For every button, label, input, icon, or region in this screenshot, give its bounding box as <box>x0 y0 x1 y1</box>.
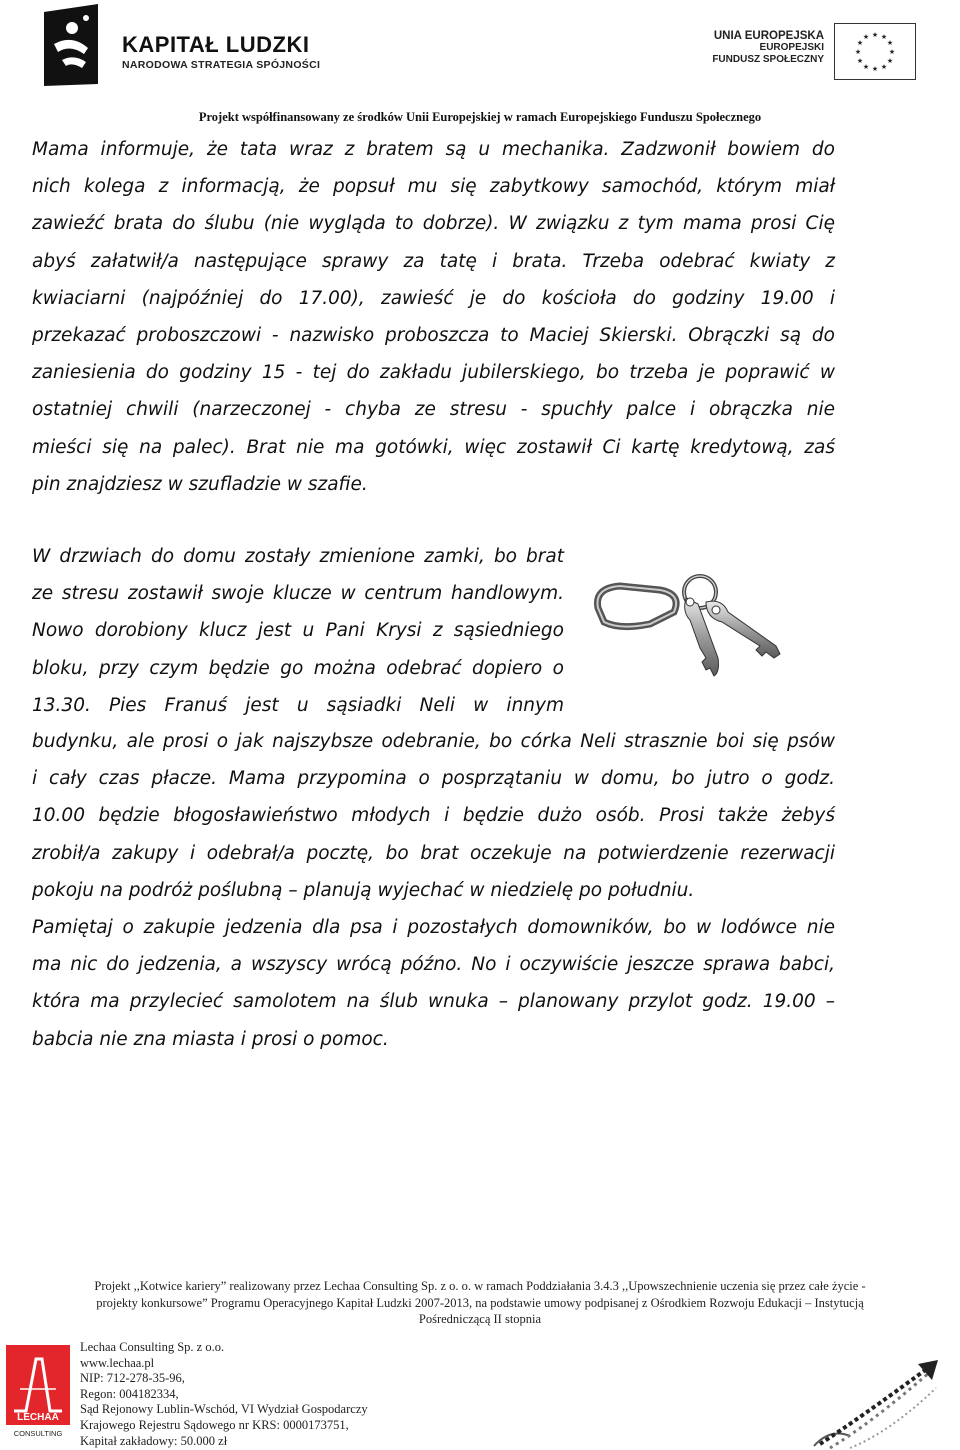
company-line: Lechaa Consulting Sp. z o.o. <box>80 1340 225 1354</box>
svg-text:★: ★ <box>886 39 894 47</box>
paragraph-2-rest <box>32 723 835 1058</box>
svg-text:★: ★ <box>856 57 864 65</box>
company-line: Regon: 004182334, <box>80 1386 179 1401</box>
text-line: Pamiętaj o zakupie jedzenia dla psa i pozostałych domowników, bo w lodówce nie <box>32 917 835 939</box>
text-line: babcia nie zna miasta i prosi o pomoc. <box>32 1028 389 1050</box>
text-line: 10.00 będzie błogosławieństwo młodych i będzie dużo osób. Prosi także żebyś <box>32 805 835 827</box>
text-line: abyś załatwił/a następujące sprawy za tatę i brata. Trzeba odebrać kwiaty z <box>32 250 835 272</box>
company-website-link[interactable]: www.lechaa.pl <box>80 1355 155 1370</box>
text-line: ma nic do jedzenia, a wszyscy wrócą późno. No i oczywiście jeszcze sprawa babci, <box>32 954 835 976</box>
text-line: kwiaciarni (najpóźniej do 17.00), zawieść je do kościoła do godziny 19.00 i <box>32 287 835 309</box>
eu-line-1: UNIA EUROPEJSKA <box>713 30 824 42</box>
footer-project-info <box>20 1278 940 1328</box>
text-line: nich kolega z informacją, że popsuł mu się zabytkowy samochód, którym miał <box>32 176 835 198</box>
company-line: Krajowego Rejestru Sądowego nr KRS: 0000173751, <box>80 1417 349 1432</box>
company-line: Sąd Rejonowy Lublin-Wschód, VI Wydział Gospodarczy <box>80 1402 368 1417</box>
text-line: zaniesienia do godziny 15 - tej do zakładu jubilerskiego, bo trzeba je poprawić w <box>32 362 835 384</box>
eu-line-3: FUNDUSZ SPOŁECZNY <box>712 54 824 65</box>
lechaa-logo-sub: CONSULTING <box>13 1429 63 1438</box>
text-line: która ma przylecieć samolotem na ślub wnuka – planowany przylot godz. 19.00 – <box>32 991 835 1013</box>
text-line: przekazać proboszczowi - nazwisko proboszcza to Maciej Skierski. Obrączki są do <box>32 325 835 347</box>
svg-text:★: ★ <box>862 63 870 71</box>
text-line: zrobił/a zakupy i odebrał/a pocztę, bo brat oczekuje na potwierdzenie rezerwacji <box>32 842 835 864</box>
kapital-ludzki-title: KAPITAŁ LUDZKI <box>122 32 310 57</box>
text-line: pin znajdziesz w szufladzie w szafie. <box>32 473 368 495</box>
cofinancing-note: Projekt współfinansowany ze środków Unii Europejskiej w ramach Europejskiego Funduszu Społecznego <box>198 110 762 124</box>
text-line: i cały czas płacze. Mama przypomina o posprzątaniu w domu, bo jutro o godz. <box>32 768 835 790</box>
text-line: pokoju na podróż poślubną – planują wyjechać w niedzielę po południu. <box>32 879 695 901</box>
kapital-ludzki-subtitle: NARODOWA STRATEGIA SPÓJNOŚCI <box>122 59 321 71</box>
text-line: Mama informuje, że tata wraz z bratem są u mechanika. Zadzwonił bowiem do <box>32 139 835 160</box>
svg-text:★: ★ <box>871 65 879 73</box>
growth-arrow-icon <box>810 1358 950 1450</box>
text-line: W drzwiach do domu zostały zmienione zamki, bo brat <box>32 546 564 567</box>
svg-text:★: ★ <box>871 31 879 39</box>
page-header <box>0 0 960 130</box>
svg-text:★: ★ <box>886 57 894 65</box>
paragraph-2-top <box>32 538 564 724</box>
svg-text:★: ★ <box>856 39 864 47</box>
footer-line: Projekt ,,Kotwice kariery” realizowany przez Lechaa Consulting Sp. z o. o. w ramach Poddziałania 3.4.3 ,,Upowszechnienie uczenia się przez całe życie - <box>94 1279 866 1293</box>
text-line: ze stresu zostawił swoje klucze w centrum handlowym. <box>32 583 564 605</box>
svg-text:★: ★ <box>862 33 870 41</box>
keys-image <box>590 568 784 688</box>
text-line: ostatniej chwili (narzeczonej - chyba ze stresu - spuchły palce i obrączka nie <box>32 399 835 421</box>
company-line: NIP: 712-278-35-96, <box>80 1371 185 1386</box>
svg-text:★: ★ <box>880 63 888 71</box>
paragraph-1 <box>32 131 835 503</box>
footer-line: Pośredniczącą II stopnia <box>418 1312 542 1327</box>
kapital-ludzki-logo-icon <box>40 4 102 86</box>
company-line: Kapitał zakładowy: 50.000 zł <box>80 1433 228 1448</box>
footer-line: projekty konkursowe” Programu Operacyjnego Kapitał Ludzki 2007-2013, na podstawie umowy podpisanej z Ośrodkiem Rozwoju Edukacji – Instytucją <box>96 1295 864 1310</box>
text-line: mieści się na palec). Brat nie ma gotówki, więc zostawił Ci kartę kredytową, zaś <box>32 436 835 458</box>
text-line: budynku, ale prosi o jak najszybsze odebranie, bo córka Neli strasznie boi się psów <box>32 731 835 752</box>
text-line: bloku, przy czym będzie go można odebrać dopiero o <box>32 657 564 679</box>
text-line: 13.30. Pies Franuś jest u sąsiadki Neli w innym <box>32 694 564 716</box>
lechaa-logo-text: LECHAA <box>17 1412 59 1423</box>
eu-flag-icon <box>834 23 916 80</box>
lechaa-logo-icon <box>6 1345 70 1440</box>
svg-text:★: ★ <box>888 48 896 56</box>
company-info <box>80 1340 368 1449</box>
svg-text:★: ★ <box>854 48 862 56</box>
text-line: Nowo dorobiony klucz jest u Pani Krysi z sąsiedniego <box>32 620 564 642</box>
eu-line-2: EUROPEJSKI <box>759 42 824 53</box>
text-line: zawieźć brata do ślubu (nie wygląda to dobrze). W związku z tym mama prosi Cię <box>32 213 835 235</box>
svg-text:★: ★ <box>880 33 888 41</box>
eu-fund-label <box>712 30 824 66</box>
